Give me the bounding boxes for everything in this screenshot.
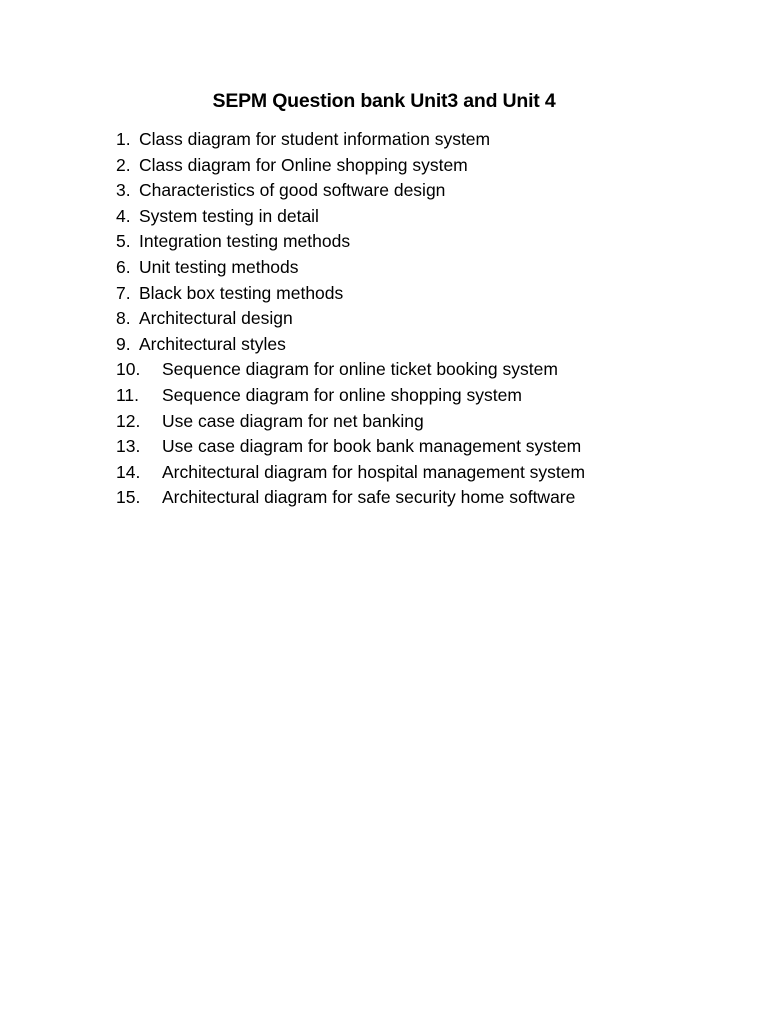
question-number: 12. — [116, 410, 141, 431]
question-text: Black box testing methods — [139, 282, 344, 303]
list-item — [116, 434, 736, 460]
list-item — [116, 178, 736, 204]
question-text: Unit testing methods — [139, 256, 299, 277]
list-item — [116, 204, 736, 230]
list-item — [116, 332, 736, 358]
question-text: Characteristics of good software design — [139, 180, 446, 201]
list-item — [116, 127, 736, 153]
question-number: 11. — [116, 384, 140, 405]
question-number: 3. — [116, 180, 131, 201]
question-number: 13. — [116, 436, 141, 457]
list-item — [116, 383, 736, 409]
list-item — [116, 357, 736, 383]
list-item — [116, 281, 736, 307]
question-list — [116, 127, 736, 511]
question-text: Integration testing methods — [139, 231, 351, 252]
list-item — [116, 306, 736, 332]
question-text: Architectural diagram for hospital management system — [162, 461, 586, 482]
question-number: 14. — [116, 461, 141, 482]
question-text: Sequence diagram for online ticket booking system — [162, 359, 558, 380]
question-number: 6. — [116, 256, 131, 277]
list-item — [116, 460, 736, 486]
question-number: 9. — [116, 333, 131, 354]
question-text: Architectural styles — [139, 333, 286, 354]
question-text: Use case diagram for net banking — [162, 410, 424, 431]
question-number: 5. — [116, 231, 131, 252]
question-text: System testing in detail — [139, 205, 319, 226]
question-number: 7. — [116, 282, 131, 303]
list-item — [116, 255, 736, 281]
question-number: 8. — [116, 308, 131, 329]
list-item — [116, 153, 736, 179]
list-item — [116, 485, 736, 511]
question-number: 2. — [116, 154, 131, 175]
question-text: Class diagram for Online shopping system — [139, 154, 468, 175]
document-title: SEPM Question bank Unit3 and Unit 4 — [212, 90, 556, 112]
list-item — [116, 409, 736, 435]
question-number: 10. — [116, 359, 141, 380]
question-text: Sequence diagram for online shopping system — [162, 384, 522, 405]
question-number: 1. — [116, 129, 131, 149]
question-text: Architectural diagram for safe security home software — [162, 487, 576, 508]
question-text: Architectural design — [139, 308, 293, 329]
list-item — [116, 229, 736, 255]
question-text: Class diagram for student information system — [139, 129, 491, 149]
question-number: 15. — [116, 487, 141, 508]
question-text: Use case diagram for book bank management system — [162, 436, 582, 457]
question-number: 4. — [116, 205, 131, 226]
